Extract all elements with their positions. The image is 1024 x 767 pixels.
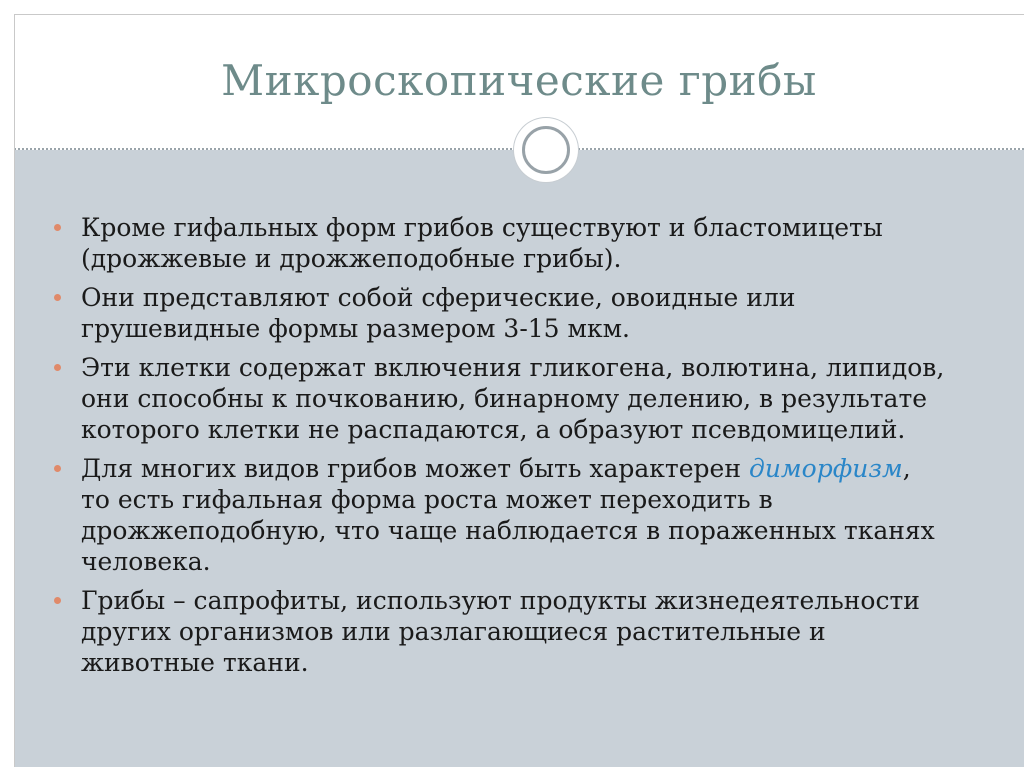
list-item [36,212,1024,274]
ring-icon [522,126,570,174]
list-item [36,585,1024,678]
bullet-line: Они представляют собой сферические, овоидные или [81,283,796,312]
bullet-dot-icon [54,465,61,472]
bullet-line: Кроме гифальных форм грибов существуют и бластомицеты [81,213,883,242]
bullet-dot-icon [54,294,61,301]
title-area [14,14,1024,150]
slide [14,14,1024,767]
list-item [36,453,1024,577]
slide-title: Микроскопические грибы [221,56,817,105]
bullet-dot-icon [54,597,61,604]
bullet-line: дрожжеподобную, что чаще наблюдается в пораженных тканях [81,516,935,545]
list-item [36,282,1024,344]
bullet-line: Грибы – сапрофиты, используют продукты жизнедеятельности [81,586,920,615]
circle-ornament-icon [514,118,578,182]
bullet-dot-icon [54,364,61,371]
bullet-line: они способны к почкованию, бинарному делению, в результате [81,384,928,413]
bullet-line: то есть гифальная форма роста может переходить в [81,485,773,514]
bullet-text: , [902,454,911,483]
bullet-line: которого клетки не распадаются, а образуют псевдомицелий. [81,415,906,444]
list-item [36,352,1024,445]
bullet-line: (дрожжевые и дрожжеподобные грибы). [81,244,622,273]
bullet-line: человека. [81,547,211,576]
left-border [14,14,15,767]
bullet-dot-icon [54,224,61,231]
bullet-list [36,212,1024,686]
bullet-line: грушевидные формы размером 3-15 мкм. [81,314,630,343]
dimorphism-term: диморфизм [748,454,903,483]
bullet-line: других организмов или разлагающиеся растительные и [81,617,826,646]
bullet-line: Эти клетки содержат включения гликогена, волютина, липидов, [81,353,945,382]
top-border [14,14,1024,15]
bullet-text: Для многих видов грибов может быть характерен [81,454,749,483]
bullet-line [81,453,1024,484]
bullet-line: животные ткани. [81,648,309,677]
